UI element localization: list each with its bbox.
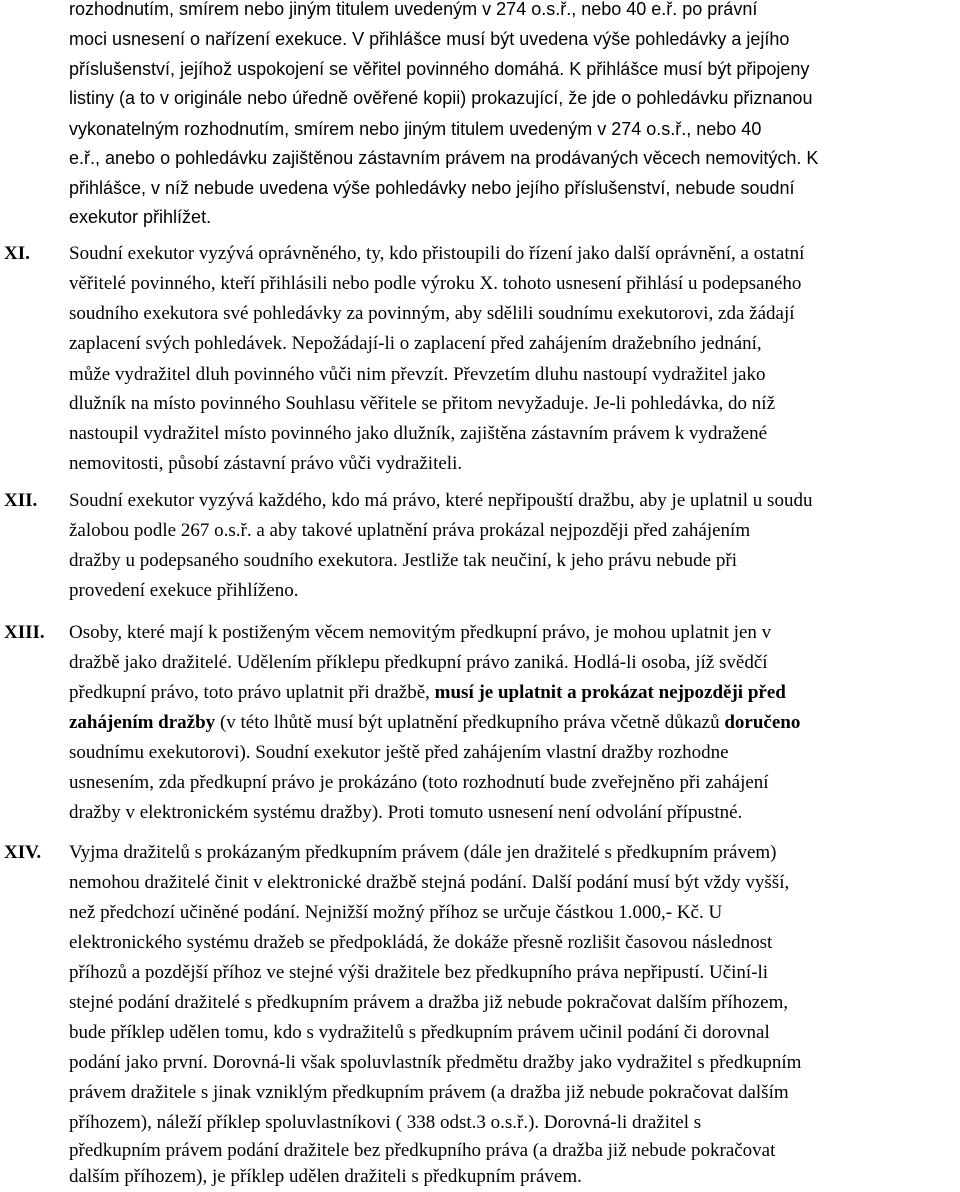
- text-line: než předchozí učiněné podání. Nejnižší možný příhoz se určuje částkou 1.000,- Kč. U: [69, 902, 723, 923]
- text-line: exekutor přihlížet.: [69, 207, 212, 227]
- text-line: bude příklep udělen tomu, kdo s vydražitelů s předkupním právem učinil podání či dorovnal: [69, 1022, 770, 1043]
- text-line: příhozem), náleží příklep spoluvlastníkovi ( 338 odst.3 o.s.ř.). Dorovná-li dražitel s: [69, 1112, 702, 1133]
- text-line: dalším příhozem), je příklep udělen dražiteli s předkupním právem.: [69, 1166, 582, 1187]
- text-line: e.ř., anebo o pohledávku zajištěnou zástavním právem na prodávaných věcech nemovitých. K: [69, 148, 819, 168]
- text-line: rozhodnutím, smírem nebo jiným titulem uvedeným v 274 o.s.ř., nebo 40 e.ř. po právní: [69, 0, 758, 19]
- text-line: soudnímu exekutorovi). Soudní exekutor ještě před zahájením vlastní dražby rozhodne: [69, 742, 729, 763]
- text-line: nemovitosti, působí zástavní právo vůči vydražiteli.: [69, 453, 463, 474]
- section-number: XIV.: [4, 842, 42, 863]
- text-line: žalobou podle 267 o.s.ř. a aby takové uplatnění práva prokázal nejpozději před zahájením: [69, 520, 751, 541]
- text-line: provedení exekuce přihlíženo.: [69, 580, 299, 601]
- text-run: (v této lhůtě musí být uplatnění předkupního práva včetně důkazů: [215, 712, 725, 733]
- text-line: podání jako první. Dorovná-li však spoluvlastník předmětu dražby jako vydražitel s předkupním: [69, 1052, 802, 1073]
- text-line: stejné podání dražitelé s předkupním právem a dražba již nebude pokračovat dalším příhozem,: [69, 992, 789, 1013]
- section-number: XI.: [4, 243, 30, 264]
- section-number: XIII.: [4, 622, 45, 643]
- text-line: vykonatelným rozhodnutím, smírem nebo jiným titulem uvedeným v 274 o.s.ř., nebo 40: [69, 119, 762, 139]
- bold-run: zahájením dražby: [69, 712, 216, 733]
- text-line: předkupním právem podání dražitele bez předkupního práva (a dražba již nebude pokračovat: [69, 1140, 776, 1161]
- text-line: dražby u podepsaného soudního exekutora. Jestliže tak neučiní, k jeho právu nebude při: [69, 550, 737, 571]
- text-line: soudního exekutora své pohledávky za povinným, aby sdělili soudnímu exekutorovi, zda žádají: [69, 303, 795, 324]
- text-line: elektronického systému dražeb se předpokládá, že dokáže přesně rozlišit časovou následnost: [69, 932, 773, 953]
- text-line: Vyjma dražitelů s prokázaným předkupním právem (dále jen dražitelé s předkupním právem): [69, 842, 777, 863]
- text-line: moci usnesení o nařízení exekuce. V přihlášce musí být uvedena výše pohledávky a jejího: [69, 29, 790, 49]
- text-line: dražby v elektronickém systému dražby). Proti tomuto usnesení není odvolání přípustné.: [69, 802, 743, 823]
- text-line: příslušenství, jejíhož uspokojení se věřitel povinného domáhá. K přihlášce musí být připojeny: [69, 59, 810, 79]
- text-line: právem dražitele s jinak vzniklým předkupním právem (a dražba již nebude pokračovat dalším: [69, 1082, 789, 1103]
- text-line: Osoby, které mají k postiženým věcem nemovitým předkupní právo, je mohou uplatnit jen v: [69, 622, 772, 643]
- text-line: zaplacení svých pohledávek. Nepožádají-li o zaplacení před zahájením dražebního jednání,: [69, 333, 762, 354]
- bold-run: doručeno: [724, 712, 801, 733]
- text-line: [69, 678, 786, 708]
- text-line: usnesením, zda předkupní právo je prokázáno (toto rozhodnutí bude zveřejněno při zahájení: [69, 772, 769, 793]
- section-number: XII.: [4, 490, 38, 511]
- text-line: nemohou dražitelé činit v elektronické dražbě stejná podání. Další podání musí být vždy vyšší,: [69, 872, 790, 893]
- text-line: Soudní exekutor vyzývá oprávněného, ty, kdo přistoupili do řízení jako další oprávnění, a ostatní: [69, 243, 805, 264]
- text-line: může vydražitel dluh povinného vůči nim převzít. Převzetím dluhu nastoupí vydražitel jako: [69, 364, 766, 385]
- text-line: přihlášce, v níž nebude uvedena výše pohledávky nebo jejího příslušenství, nebude soudní: [69, 178, 795, 198]
- text-run: předkupní právo, toto právo uplatnit při dražbě,: [69, 682, 435, 703]
- text-line: příhozů a pozdější příhoz ve stejné výši dražitele bez předkupního práva nepřipustí. Učiní-li: [69, 962, 769, 983]
- text-line: dlužník na místo povinného Souhlasu věřitele se přitom nevyžaduje. Je-li pohledávka, do níž: [69, 393, 776, 414]
- text-line: dražbě jako dražitelé. Udělením příklepu předkupní právo zaniká. Hodlá-li osoba, jíž svědčí: [69, 652, 768, 673]
- text-line: nastoupil vydražitel místo povinného jako dlužník, zajištěna zástavním právem k vydražené: [69, 423, 768, 444]
- text-line: [69, 708, 800, 738]
- text-line: listiny (a to v originále nebo úředně ověřené kopii) prokazující, že jde o pohledávku přiznanou: [69, 88, 813, 108]
- text-line: věřitelé povinného, kteří přihlásili nebo podle výroku X. tohoto usnesení přihlásí u podepsaného: [69, 273, 802, 294]
- text-line: Soudní exekutor vyzývá každého, kdo má právo, které nepřipouští dražbu, aby je uplatnil u soudu: [69, 490, 813, 511]
- bold-run: musí je uplatnit a prokázat nejpozději před: [434, 682, 786, 703]
